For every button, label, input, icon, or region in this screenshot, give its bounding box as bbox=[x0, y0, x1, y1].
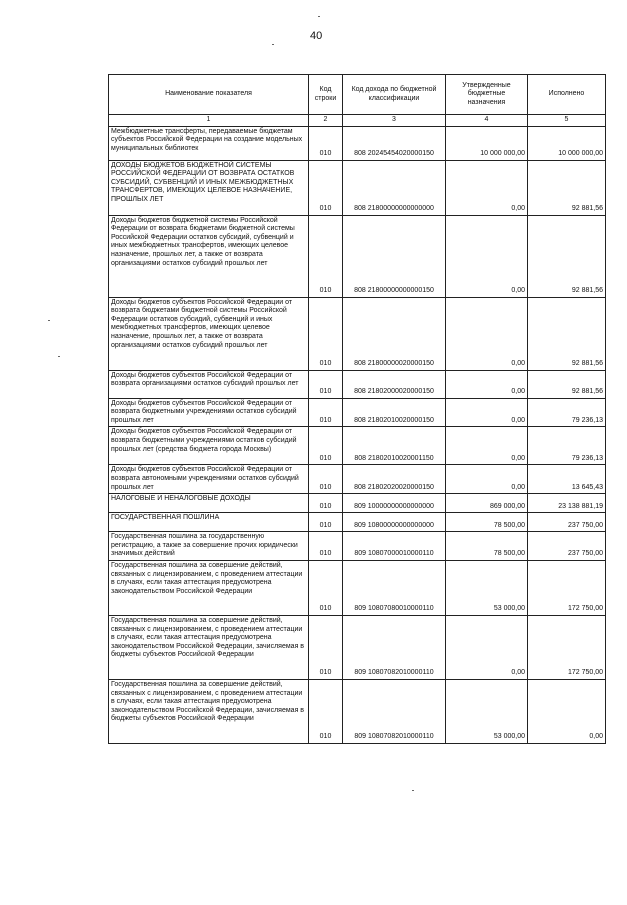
column-number: 3 bbox=[343, 115, 446, 127]
row-income-code: 808 21802010020000150 bbox=[343, 398, 446, 427]
row-line-code: 010 bbox=[309, 427, 343, 465]
row-line-code: 010 bbox=[309, 513, 343, 532]
header-approved: Утвержденные бюджетные назначения bbox=[446, 75, 528, 115]
row-executed: 172 750,00 bbox=[528, 615, 606, 679]
row-name: Доходы бюджетов субъектов Российской Федерации от возврата автономными учреждениями остатков субсидий прошлых лет bbox=[109, 465, 309, 494]
row-approved: 78 500,00 bbox=[446, 513, 528, 532]
table-row bbox=[109, 532, 606, 561]
row-approved: 0,00 bbox=[446, 370, 528, 398]
row-income-code: 808 21802010020001150 bbox=[343, 427, 446, 465]
column-number: 1 bbox=[109, 115, 309, 127]
row-line-code: 010 bbox=[309, 494, 343, 513]
row-executed: 10 000 000,00 bbox=[528, 126, 606, 160]
table-row bbox=[109, 370, 606, 398]
row-executed: 79 236,13 bbox=[528, 427, 606, 465]
row-income-code: 808 21800000020000150 bbox=[343, 297, 446, 370]
row-name: Государственная пошлина за совершение действий, связанных с лицензированием, с проведением аттестации в случаях, если такая аттестация предусмотрена законодательством Российской Федерации, зачисляемая в бюджеты субъектов Российской Федерации bbox=[109, 679, 309, 743]
row-executed: 13 645,43 bbox=[528, 465, 606, 494]
table-row bbox=[109, 679, 606, 743]
row-executed: 172 750,00 bbox=[528, 560, 606, 615]
row-income-code: 809 10807080010000110 bbox=[343, 560, 446, 615]
row-name: Государственная пошлина за совершение действий, связанных с лицензированием, с проведением аттестации в случаях, если такая аттестация предусмотрена законодательством Российской Федерации, зачисляемая в бюджеты субъектов Российской Федерации bbox=[109, 615, 309, 679]
row-income-code: 809 10800000000000000 bbox=[343, 513, 446, 532]
row-line-code: 010 bbox=[309, 679, 343, 743]
column-number-row bbox=[109, 115, 606, 127]
table-row bbox=[109, 398, 606, 427]
row-name: Государственная пошлина за совершение действий, связанных с лицензированием, с проведением аттестации в случаях, если такая аттестация предусмотрена законодательством Российской Федерации bbox=[109, 560, 309, 615]
row-approved: 53 000,00 bbox=[446, 679, 528, 743]
row-name: Доходы бюджетов субъектов Российской Федерации от возврата бюджетными учреждениями остатков субсидий прошлых лет (средства бюджета города Москвы) bbox=[109, 427, 309, 465]
row-line-code: 010 bbox=[309, 465, 343, 494]
row-executed: 92 881,56 bbox=[528, 370, 606, 398]
row-name: Государственная пошлина за государственную регистрацию, а также за совершение прочих юридически значимых действий bbox=[109, 532, 309, 561]
row-approved: 0,00 bbox=[446, 160, 528, 215]
header-line-code: Код строки bbox=[309, 75, 343, 115]
scan-speck bbox=[318, 16, 320, 17]
row-line-code: 010 bbox=[309, 560, 343, 615]
header-income-code: Код дохода по бюджетной классификации bbox=[343, 75, 446, 115]
column-number: 4 bbox=[446, 115, 528, 127]
row-income-code: 808 21800000000000150 bbox=[343, 215, 446, 297]
row-income-code: 809 10000000000000000 bbox=[343, 494, 446, 513]
row-income-code: 809 10807082010000110 bbox=[343, 615, 446, 679]
row-approved: 10 000 000,00 bbox=[446, 126, 528, 160]
row-name: Доходы бюджетов субъектов Российской Федерации от возврата бюджетными учреждениями остатков субсидий прошлых лет bbox=[109, 398, 309, 427]
row-line-code: 010 bbox=[309, 615, 343, 679]
row-line-code: 010 bbox=[309, 215, 343, 297]
row-name: НАЛОГОВЫЕ И НЕНАЛОГОВЫЕ ДОХОДЫ bbox=[109, 494, 309, 513]
row-executed: 92 881,56 bbox=[528, 160, 606, 215]
row-approved: 0,00 bbox=[446, 615, 528, 679]
row-approved: 0,00 bbox=[446, 215, 528, 297]
column-number: 5 bbox=[528, 115, 606, 127]
row-income-code: 809 10807000010000110 bbox=[343, 532, 446, 561]
row-executed: 237 750,00 bbox=[528, 513, 606, 532]
header-executed: Исполнено bbox=[528, 75, 606, 115]
row-executed: 79 236,13 bbox=[528, 398, 606, 427]
row-line-code: 010 bbox=[309, 398, 343, 427]
row-approved: 0,00 bbox=[446, 398, 528, 427]
row-income-code: 809 10807082010000110 bbox=[343, 679, 446, 743]
row-name: Доходы бюджетов бюджетной системы Российской Федерации от возврата бюджетами бюджетной системы Российской Федерации остатков субсидий, субвенций и иных межбюджетных трансфертов, имеющих целевое назначение, прошлых лет, а также от возврата организациями остатков субсидий прошлых лет bbox=[109, 215, 309, 297]
table-row bbox=[109, 560, 606, 615]
scan-speck bbox=[48, 320, 50, 321]
row-executed: 92 881,56 bbox=[528, 297, 606, 370]
scan-speck bbox=[272, 44, 274, 45]
row-name: ГОСУДАРСТВЕННАЯ ПОШЛИНА bbox=[109, 513, 309, 532]
row-line-code: 010 bbox=[309, 297, 343, 370]
table-header-row bbox=[109, 75, 606, 115]
row-approved: 0,00 bbox=[446, 465, 528, 494]
row-approved: 78 500,00 bbox=[446, 532, 528, 561]
row-line-code: 010 bbox=[309, 370, 343, 398]
row-approved: 0,00 bbox=[446, 427, 528, 465]
row-income-code: 808 20245454020000150 bbox=[343, 126, 446, 160]
table-row bbox=[109, 513, 606, 532]
row-line-code: 010 bbox=[309, 160, 343, 215]
report-table bbox=[108, 74, 606, 744]
table-row bbox=[109, 297, 606, 370]
header-indicator-name: Наименование показателя bbox=[109, 75, 309, 115]
scan-speck bbox=[58, 356, 60, 357]
row-line-code: 010 bbox=[309, 126, 343, 160]
table-body bbox=[109, 126, 606, 743]
scan-speck bbox=[412, 790, 414, 791]
row-name: Межбюджетные трансферты, передаваемые бюджетам субъектов Российской Федерации на создание модельных муниципальных библиотек bbox=[109, 126, 309, 160]
table-row bbox=[109, 465, 606, 494]
table-row bbox=[109, 160, 606, 215]
table-row bbox=[109, 494, 606, 513]
row-approved: 0,00 bbox=[446, 297, 528, 370]
row-executed: 237 750,00 bbox=[528, 532, 606, 561]
row-income-code: 808 21802020020000150 bbox=[343, 465, 446, 494]
row-name: Доходы бюджетов субъектов Российской Федерации от возврата бюджетами бюджетной системы Российской Федерации остатков субсидий, субвенций и иных межбюджетных трансфертов, имеющих целевое назначение, прошлых лет, а также от возврата организациями остатков субсидий прошлых лет bbox=[109, 297, 309, 370]
page-number: 40 bbox=[310, 30, 323, 42]
row-income-code: 808 21802000020000150 bbox=[343, 370, 446, 398]
table-row bbox=[109, 427, 606, 465]
row-line-code: 010 bbox=[309, 532, 343, 561]
row-approved: 869 000,00 bbox=[446, 494, 528, 513]
column-number: 2 bbox=[309, 115, 343, 127]
row-name: Доходы бюджетов субъектов Российской Федерации от возврата организациями остатков субсидий прошлых лет bbox=[109, 370, 309, 398]
table-row bbox=[109, 126, 606, 160]
row-name: ДОХОДЫ БЮДЖЕТОВ БЮДЖЕТНОЙ СИСТЕМЫ РОССИЙСКОЙ ФЕДЕРАЦИИ ОТ ВОЗВРАТА ОСТАТКОВ СУБСИДИЙ, СУБВЕНЦИЙ И ИНЫХ МЕЖБЮДЖЕТНЫХ ТРАНСФЕРТОВ, ИМЕЮЩИХ ЦЕЛЕВОЕ НАЗНАЧЕНИЕ, ПРОШЛЫХ ЛЕТ bbox=[109, 160, 309, 215]
row-executed: 23 138 881,19 bbox=[528, 494, 606, 513]
row-income-code: 808 21800000000000000 bbox=[343, 160, 446, 215]
table-row bbox=[109, 615, 606, 679]
row-executed: 0,00 bbox=[528, 679, 606, 743]
table-row bbox=[109, 215, 606, 297]
row-executed: 92 881,56 bbox=[528, 215, 606, 297]
row-approved: 53 000,00 bbox=[446, 560, 528, 615]
